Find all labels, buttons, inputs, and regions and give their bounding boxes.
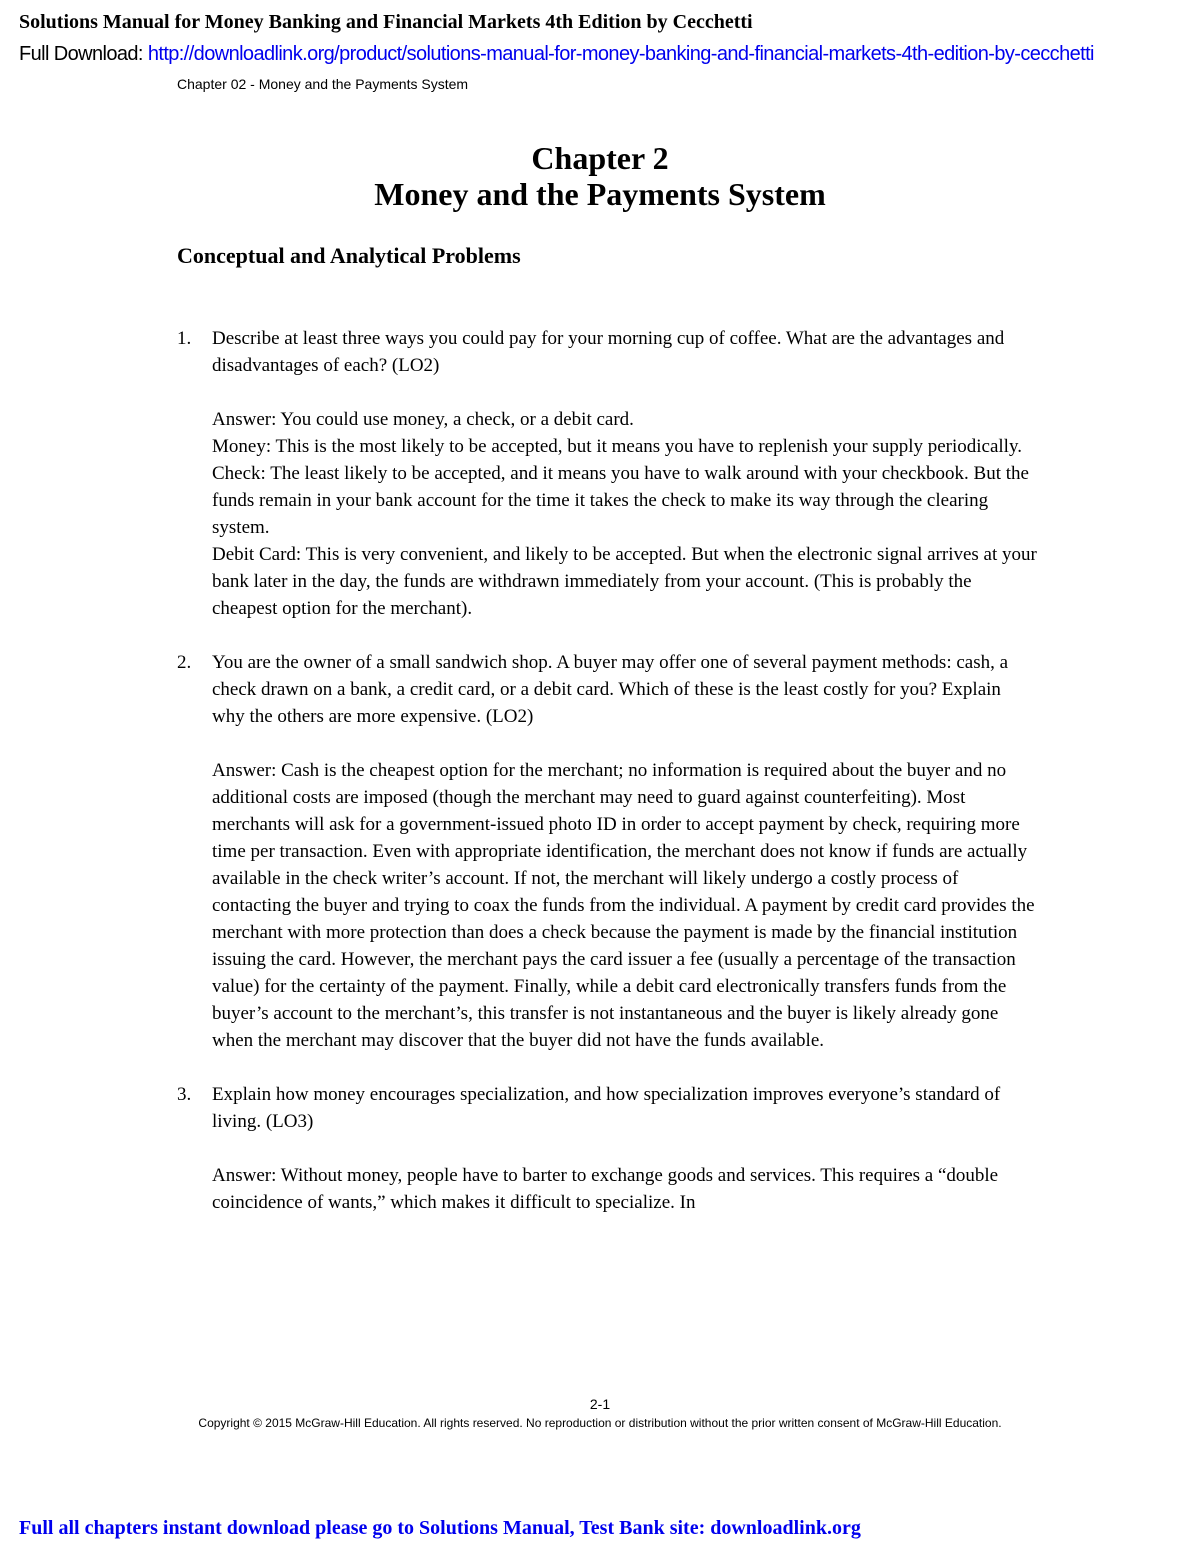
section-heading: Conceptual and Analytical Problems (177, 243, 521, 268)
download-line (19, 42, 1200, 66)
banner-title: Solutions Manual for Money Banking and Financial Markets 4th Edition by Cecchetti (19, 11, 753, 33)
chapter-title (0, 140, 1200, 212)
answer-paragraph: Check: The least likely to be accepted, and it means you have to walk around with your checkbook. But the funds remain in your bank account for the time it takes the check to make its way through the clearing system. (212, 463, 1029, 538)
chapter-number: Chapter 2 (531, 140, 669, 176)
running-head: Chapter 02 - Money and the Payments System (177, 76, 469, 92)
questions-list (177, 325, 1037, 1216)
answer-block (212, 757, 1037, 1054)
answer-block (212, 1162, 1037, 1216)
page-footer (0, 1395, 1200, 1431)
question-text: Explain how money encourages specialization, and how specialization improves everyone’s standard of living. (LO3) (212, 1084, 1001, 1132)
page-number: 2-1 (589, 1396, 611, 1412)
download-link[interactable]: http://downloadlink.org/product/solutions-manual-for-money-banking-and-financial-markets-4th-edition-by-cecchetti (147, 43, 1094, 65)
answer-paragraph: Debit Card: This is very convenient, and likely to be accepted. But when the electronic signal arrives at your bank later in the day, the funds are withdrawn immediately from your account. (This is probably the cheapest option for the merchant). (212, 544, 1037, 619)
answer-paragraph: Answer: Cash is the cheapest option for the merchant; no information is required about the buyer and no additional costs are imposed (though the merchant may need to guard against counterfeiting). Most merchants will ask for a government-issued photo ID in order to accept payment by check, requiring more time per transaction. Even with appropriate identification, the merchant does not know if funds are actually available in the check writer’s account. If not, the merchant will likely undergo a costly process of contacting the buyer and trying to coax the funds from the individual. A payment by credit card provides the merchant with more protection than does a check because the payment is made by the financial institution issuing the card. However, the merchant pays the card issuer a fee (usually a percentage of the transaction value) for the certainty of the payment. Finally, while a debit card electronically transfers funds from the buyer’s account to the merchant’s, this transfer is not instantaneous and the buyer is likely already gone when the merchant may discover that the buyer did not have the funds available. (212, 760, 1035, 1051)
question-number: 1. (177, 328, 192, 349)
question-number: 2. (177, 652, 192, 673)
answer-paragraph: Answer: Without money, people have to barter to exchange goods and services. This requires a “double coincidence of wants,” which makes it difficult to specialize. In (212, 1165, 999, 1213)
question-number: 3. (177, 1084, 192, 1105)
download-label: Full Download: (19, 43, 148, 65)
question-text: You are the owner of a small sandwich shop. A buyer may offer one of several payment methods: cash, a check drawn on a bank, a credit card, or a debit card. Which of these is the least costly for you? Explain why the others are more expensive. (LO2) (212, 652, 1009, 727)
question-1 (177, 325, 1037, 622)
bottom-banner: Full all chapters instant download please go to Solutions Manual, Test Bank site: downloadlink.org (19, 1517, 861, 1539)
question-3 (177, 1081, 1037, 1216)
copyright-notice: Copyright © 2015 McGraw-Hill Education. All rights reserved. No reproduction or distribution without the prior written consent of McGraw-Hill Education. (198, 1416, 1002, 1430)
answer-paragraph: Money: This is the most likely to be accepted, but it means you have to replenish your supply periodically. (212, 436, 1022, 457)
answer-block (212, 406, 1037, 622)
question-2 (177, 649, 1037, 1054)
question-text: Describe at least three ways you could pay for your morning cup of coffee. What are the advantages and disadvantages of each? (LO2) (212, 328, 1005, 376)
chapter-name: Money and the Payments System (374, 176, 826, 212)
answer-paragraph: Answer: You could use money, a check, or a debit card. (212, 409, 634, 430)
